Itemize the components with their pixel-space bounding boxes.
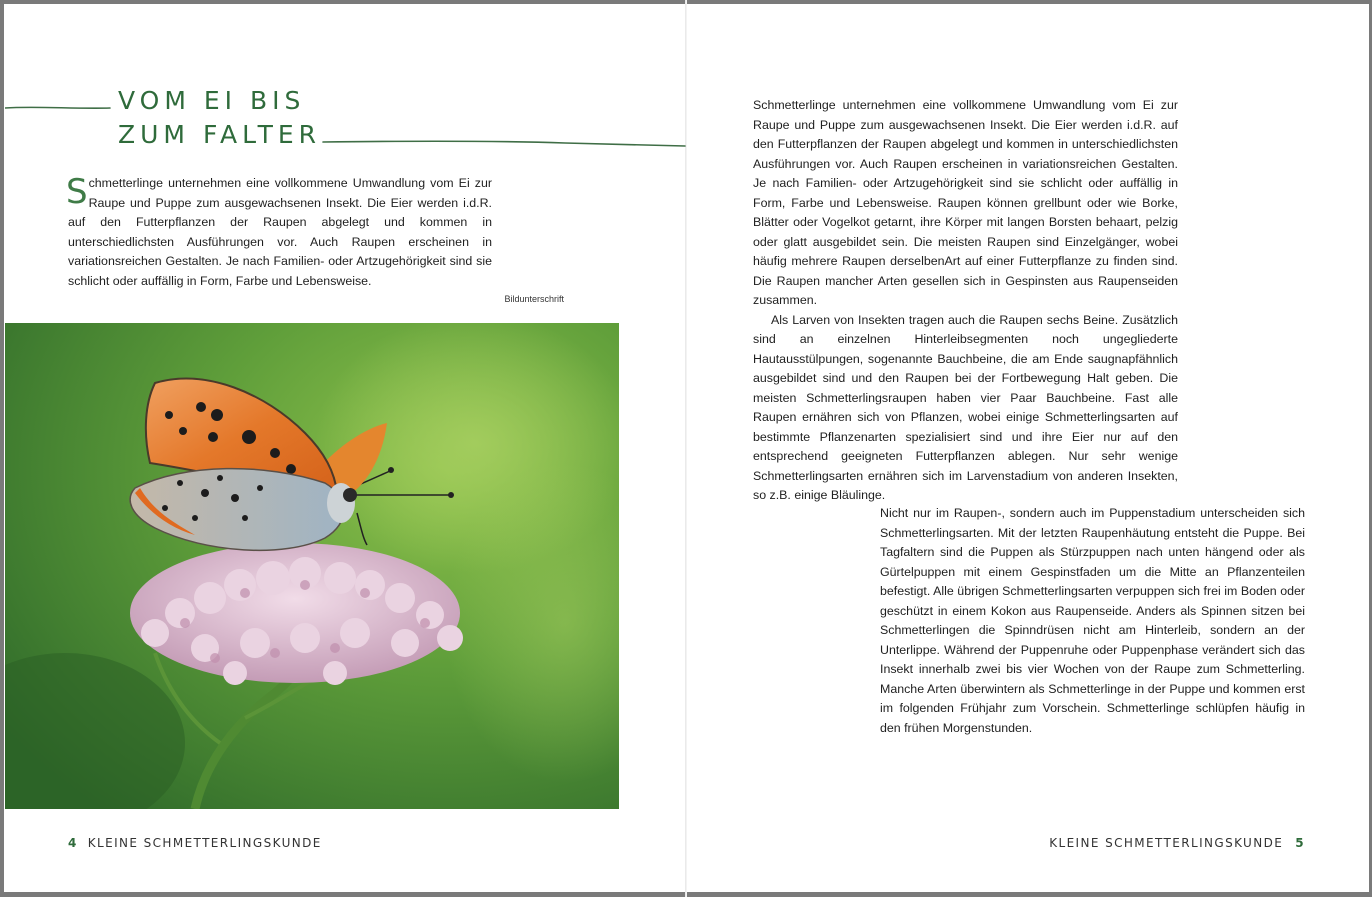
right-paragraph-2: Als Larven von Insekten tragen auch die Raupen sechs Beine. Zusätzlich sind an einzelnen Hinterleibsegmenten noch ungegliederte Hautausstülpungen, sogenannte Bauchbeine, die am Ende saugnapfähnlich ausgebildet sind und den Raupen bei der Fortbewegung Halt geben. Die meisten Schmetterlingsraupen haben vier Paar Bauchbeine. Fast alle Raupen ernähren sich von Pflanzen, wobei einige Schmetterlingsarten auf bestimmte Pflanzenarten spezialisiert sind und ihre Eier nur auf den entsprechend geeigneten Futterpflanzen ablegen. Nur sehr wenige Schmetterlingsarten ernähren sich im Larvenstadium von anderen Insekten, so z.B. einige Bläulinge. bbox=[753, 312, 1178, 502]
right-paragraph-3: Nicht nur im Raupen-, sondern auch im Puppenstadium unterscheiden sich Schmetterlingsarten. Mit der letzten Raupenhäutung entsteht die Puppe. Bei Tagfaltern sind die Puppen als Stürzpuppen nach unten hängend oder als Gürtelpuppen mit einem Gespinstfaden um die Mitte an Pflanzenteilen befestigt. Alle übrigen Schmetterlingsarten verpuppen sich frei im Boden oder geschützt in einem Kokon aus Raupenseide. Anders als Spinnen sitzen bei Schmetterlingen die Spinndrüsen nicht am Hinterleib, sondern an der Unterlippe. Während der Puppenruhe oder Puppenphase verändert sich das Insekt innerhalb zwei bis vier Wochen von der Raupe zum Schmetterling. Manche Arten überwintern als Schmetterlinge in der Puppe und kommen erst im folgenden Frühjahr zum Vorschein. Schmetterlinge schlüpfen häufig in den frühen Morgenstunden. bbox=[880, 506, 1305, 735]
drop-cap: S bbox=[66, 172, 88, 212]
right-paragraph-1: Schmetterlinge unternehmen eine vollkommene Umwandlung vom Ei zur Raupe und Puppe zum ausgewachsenen Insekt. Die Eier werden i.d.R. auf den Futterpflanzen der Raupen abgelegt und kommen in unterschiedlichsten Ausführungen vor. Auch Raupen erscheinen in variationsreichen Gestalten. Je nach Familien- oder Artzugehörigkeit sind sie schlicht oder auffällig in Form, Farbe und Lebensweise. Raupen können grellbunt oder wie Borke, Blätter oder Vogelkot getarnt, ihre Körper mit langen Borsten behaart, pelzig oder glatt ausgebildet sein. Die meisten Raupen sind Einzelgänger, wobei häufig mehrere Raupen derselbenArt auf einer Futterpflanze zu finden sind. Die Raupen mancher Arten gesellen sich in Gespinsten aus Raupenseiden zusammen. bbox=[753, 98, 1178, 307]
intro-text: chmetterlinge unternehmen eine vollkommene Umwandlung vom Ei zur Raupe und Puppe zum ausgewachsenen Insekt. Die Eier werden i.d.R. auf den Futterpflanzen der Raupen abgelegt und kommen in unterschiedlichsten Ausführungen vor. Auch Raupen erscheinen in variationsreichen Gestalten. Je nach Familien- oder Artzugehörigkeit sind sie schlicht oder auffällig in Form, Farbe und Lebensweise. bbox=[68, 176, 492, 288]
butterfly-photo bbox=[5, 323, 619, 809]
chapter-title-line-1: VOM EI BIS bbox=[118, 86, 306, 115]
title-brush-line bbox=[5, 100, 687, 150]
running-title-left: KLEINE SCHMETTERLINGSKUNDE bbox=[87, 836, 322, 850]
image-caption: Bildunterschrift bbox=[504, 294, 564, 304]
chapter-title-line-2: ZUM FALTER bbox=[118, 120, 322, 149]
page-number-left: 4 bbox=[68, 836, 78, 850]
chapter-title bbox=[118, 84, 321, 152]
running-title-right: KLEINE SCHMETTERLINGSKUNDE bbox=[1049, 836, 1284, 850]
right-paragraphs bbox=[753, 96, 1178, 506]
intro-paragraph bbox=[68, 174, 492, 291]
footer-left bbox=[68, 836, 322, 850]
footer-right bbox=[1049, 836, 1305, 850]
page-number-right: 5 bbox=[1295, 836, 1305, 850]
